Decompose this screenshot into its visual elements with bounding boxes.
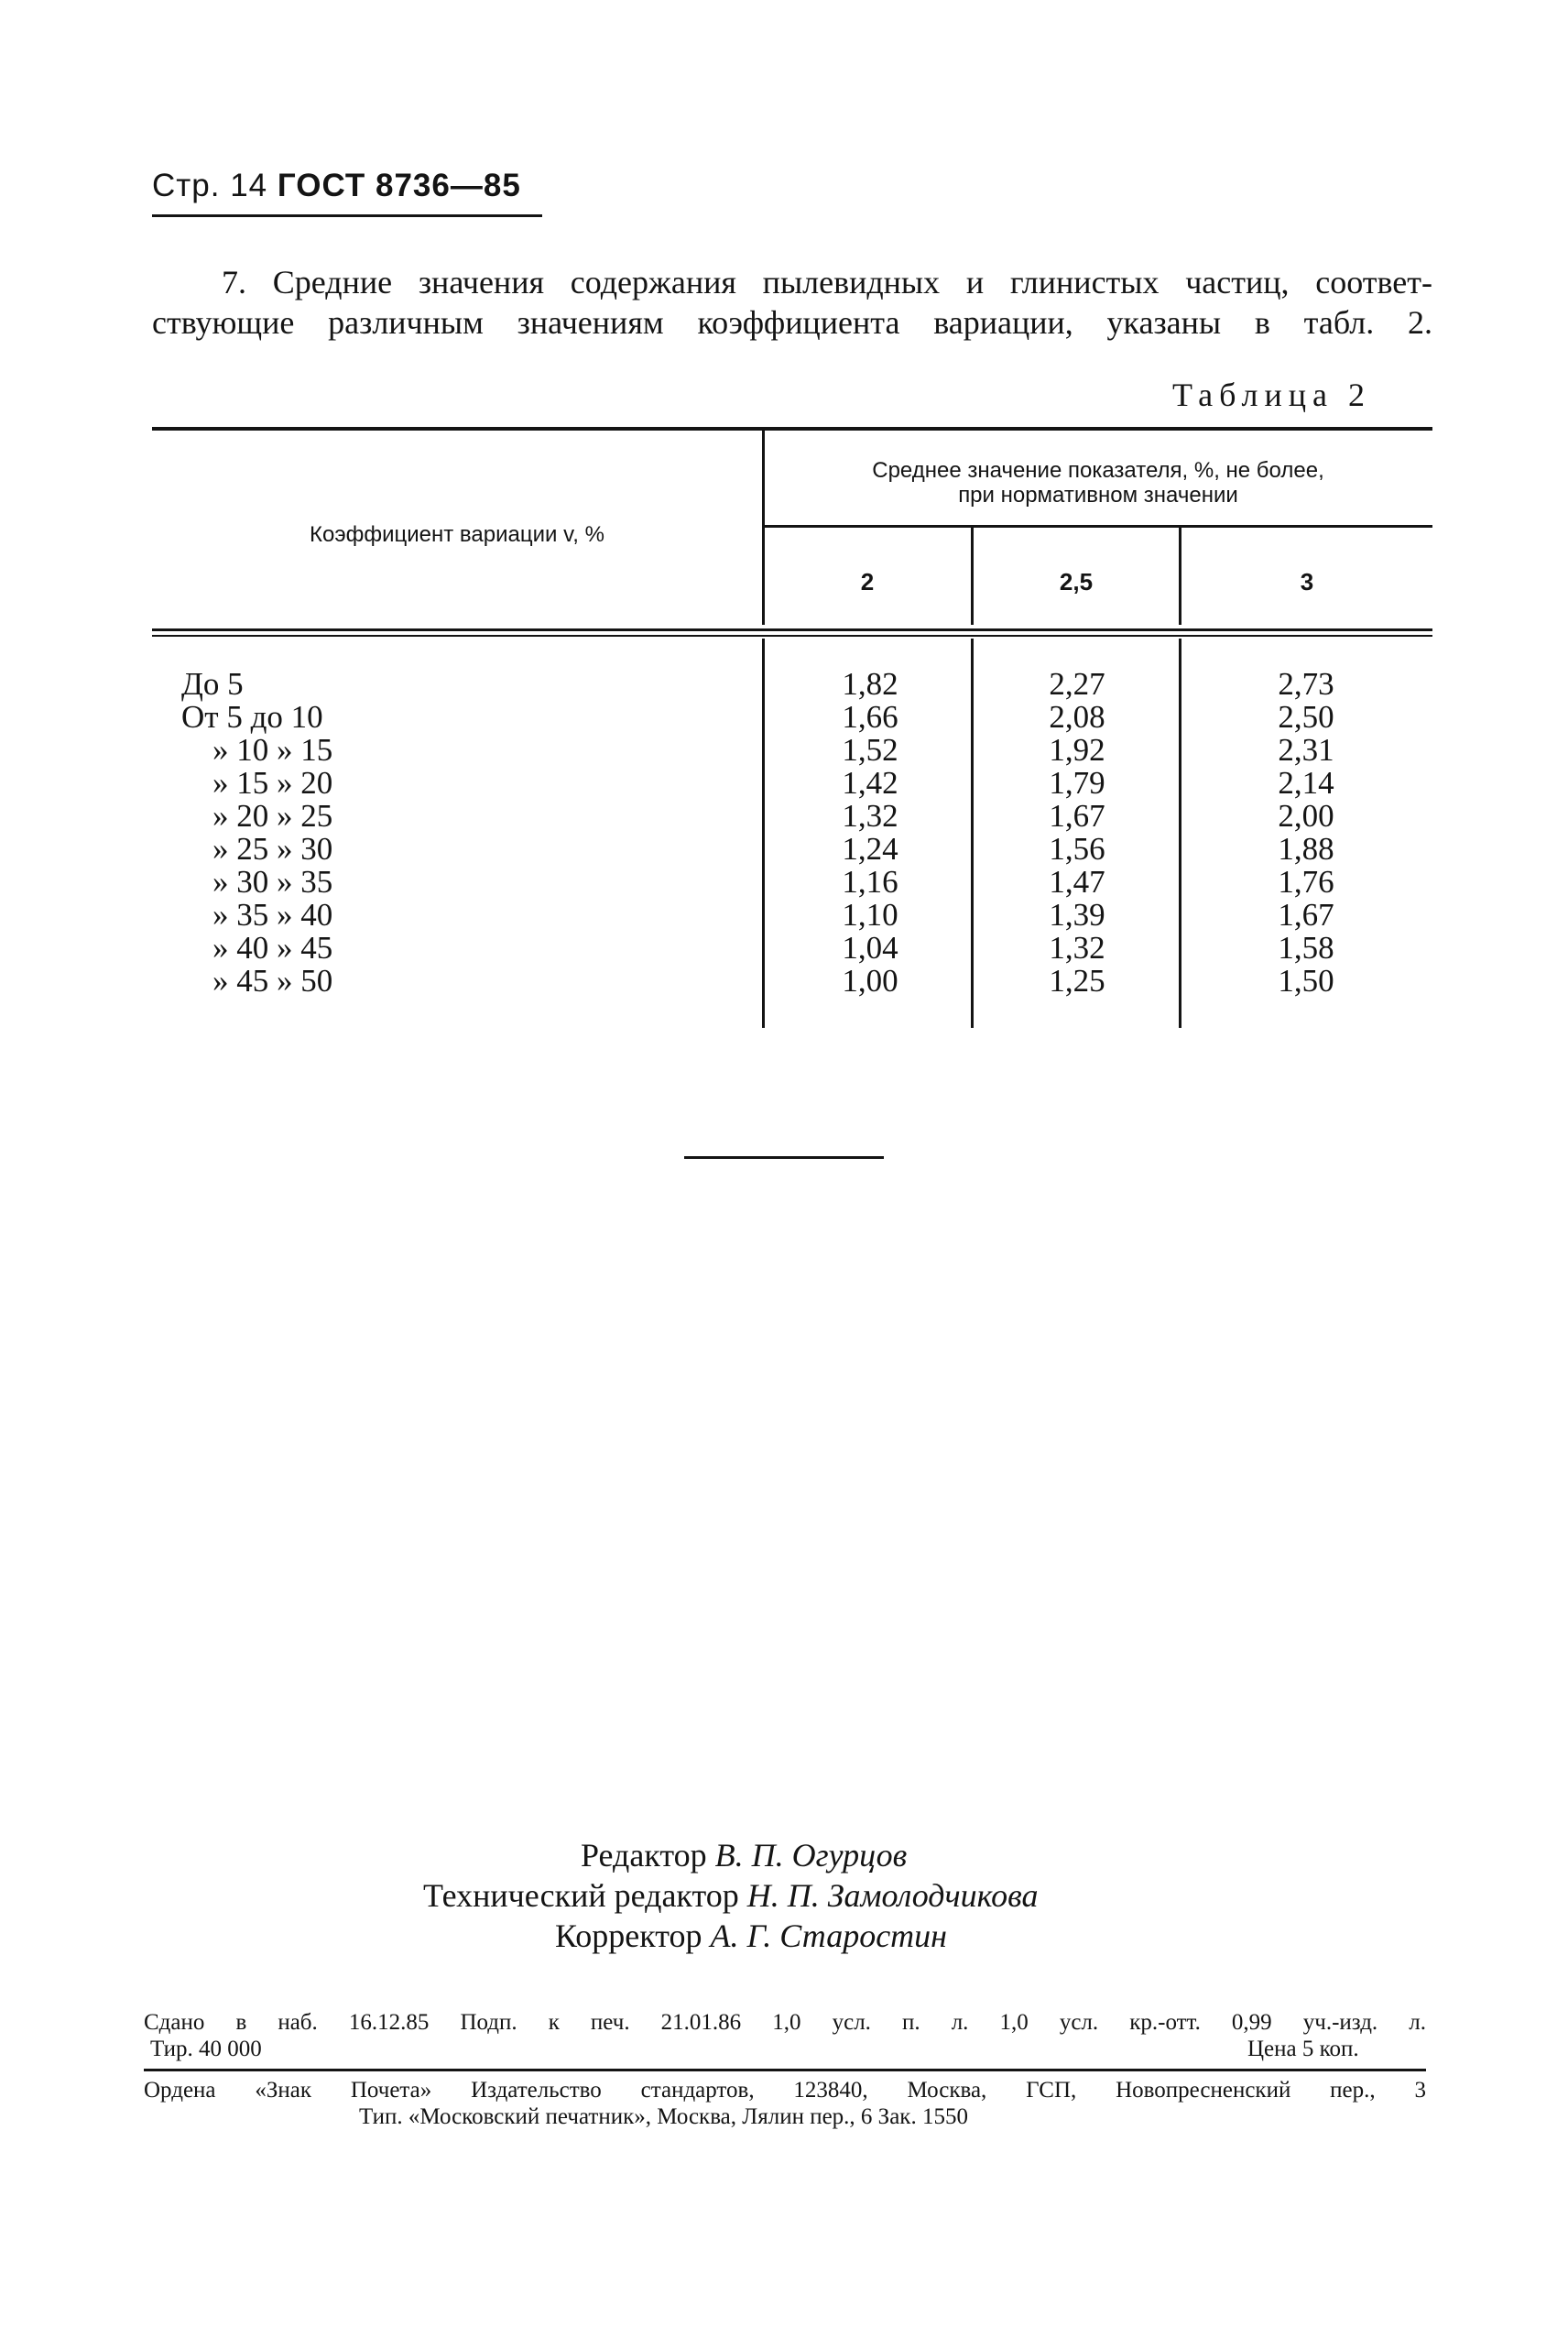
row-label: » 30 » 35 xyxy=(212,864,333,900)
table-cell: 2,73 xyxy=(1278,666,1334,702)
editor-role: Редактор xyxy=(581,1837,707,1874)
table-cell: 1,16 xyxy=(842,864,898,900)
table-cell: 1,56 xyxy=(1049,831,1105,867)
table-cell: 1,82 xyxy=(842,666,898,702)
tech-editor-name: Н. П. Замолодчикова xyxy=(746,1877,1039,1914)
table-cell: 2,27 xyxy=(1049,666,1105,702)
table-cell: 1,42 xyxy=(842,765,898,801)
header-bottom-rule-2 xyxy=(152,635,1432,637)
editor-name: В. П. Огурцов xyxy=(714,1837,908,1874)
table-caption: Таблица 2 xyxy=(1172,377,1371,413)
header-bottom-rule-1 xyxy=(152,628,1432,631)
table-cell: 2,08 xyxy=(1049,699,1105,735)
table-cell: 1,24 xyxy=(842,831,898,867)
imprint-line-1: Сдано в наб. 16.12.85 Подп. к печ. 21.01.86 1,0 усл. п. л. 1,0 усл. кр.-отт. 0,99 уч.-изд. л. xyxy=(144,2010,1426,2035)
table-cell: 2,00 xyxy=(1278,798,1334,834)
row-label: » 25 » 30 xyxy=(212,831,333,867)
corrector-role: Корректор xyxy=(555,1917,702,1954)
row-label: » 15 » 20 xyxy=(212,765,333,801)
header-rule xyxy=(152,214,542,217)
imprint-line-3: Ордена «Знак Почета» Издательство стандартов, 123840, Москва, ГСП, Новопресненский пер., 3 xyxy=(144,2078,1426,2103)
imprint-rule xyxy=(144,2069,1426,2071)
table-cell: 1,47 xyxy=(1049,864,1105,900)
column-header-2: 2 xyxy=(860,568,875,595)
table-cell: 1,76 xyxy=(1278,864,1334,900)
table-cell: 1,00 xyxy=(842,963,898,999)
row-label: » 45 » 50 xyxy=(212,963,333,999)
table-cell: 1,67 xyxy=(1278,897,1334,933)
column-header-2-5: 2,5 xyxy=(1059,568,1094,595)
running-header xyxy=(152,168,521,204)
page-label: Стр. 14 xyxy=(152,168,268,203)
row-label: » 35 » 40 xyxy=(212,897,333,933)
header-left: Коэффициент вариации v, % xyxy=(310,522,604,547)
imprint-line-2-left: Тир. 40 000 xyxy=(150,2037,262,2061)
corrector-name: А. Г. Старостин xyxy=(710,1917,948,1954)
table-cell: 1,52 xyxy=(842,732,898,768)
header-group-line-1: Среднее значение показателя, %, не более, xyxy=(872,458,1324,483)
table-cell: 1,32 xyxy=(1049,930,1105,966)
table-cell: 1,58 xyxy=(1278,930,1334,966)
table-cell: 1,39 xyxy=(1049,897,1105,933)
row-label: До 5 xyxy=(181,666,244,702)
body-divider-2 xyxy=(971,639,974,1028)
imprint-line-4: Тип. «Московский печатник», Москва, Лялин пер., 6 Зак. 1550 xyxy=(359,2104,968,2129)
body-divider-1 xyxy=(762,639,765,1028)
column-header-3: 3 xyxy=(1300,568,1314,595)
table-cell: 1,67 xyxy=(1049,798,1105,834)
table-cell: 1,88 xyxy=(1278,831,1334,867)
paragraph-line-2: ствующие различным значениям коэффициента вариации, указаны в табл. 2. xyxy=(152,304,1432,341)
table-cell: 1,04 xyxy=(842,930,898,966)
credit-corrector xyxy=(555,1917,947,1955)
table-cell: 1,32 xyxy=(842,798,898,834)
paragraph-line-1: 7. Средние значения содержания пылевидных и глинистых частиц, соответ- xyxy=(222,264,1432,300)
table-cell: 2,14 xyxy=(1278,765,1334,801)
row-label: От 5 до 10 xyxy=(181,699,323,735)
table-cell: 1,92 xyxy=(1049,732,1105,768)
doc-code: ГОСТ 8736—85 xyxy=(277,168,521,203)
section-separator xyxy=(684,1156,884,1159)
table-cell: 2,31 xyxy=(1278,732,1334,768)
table-cell: 1,79 xyxy=(1049,765,1105,801)
credit-editor xyxy=(581,1836,907,1874)
body-divider-3 xyxy=(1179,639,1181,1028)
table-top-rule xyxy=(152,427,1432,431)
tech-editor-role: Технический редактор xyxy=(423,1877,739,1914)
row-label: » 20 » 25 xyxy=(212,798,333,834)
group-header-rule xyxy=(764,525,1432,528)
table-cell: 1,25 xyxy=(1049,963,1105,999)
row-label: » 40 » 45 xyxy=(212,930,333,966)
imprint-line-2-right: Цена 5 коп. xyxy=(1247,2037,1359,2061)
table-cell: 1,10 xyxy=(842,897,898,933)
table-cell: 2,50 xyxy=(1278,699,1334,735)
table-cell: 1,66 xyxy=(842,699,898,735)
row-label: » 10 » 15 xyxy=(212,732,333,768)
table-cell: 1,50 xyxy=(1278,963,1334,999)
header-group-line-2: при нормативном значении xyxy=(958,483,1238,508)
credit-tech-editor xyxy=(423,1876,1039,1915)
